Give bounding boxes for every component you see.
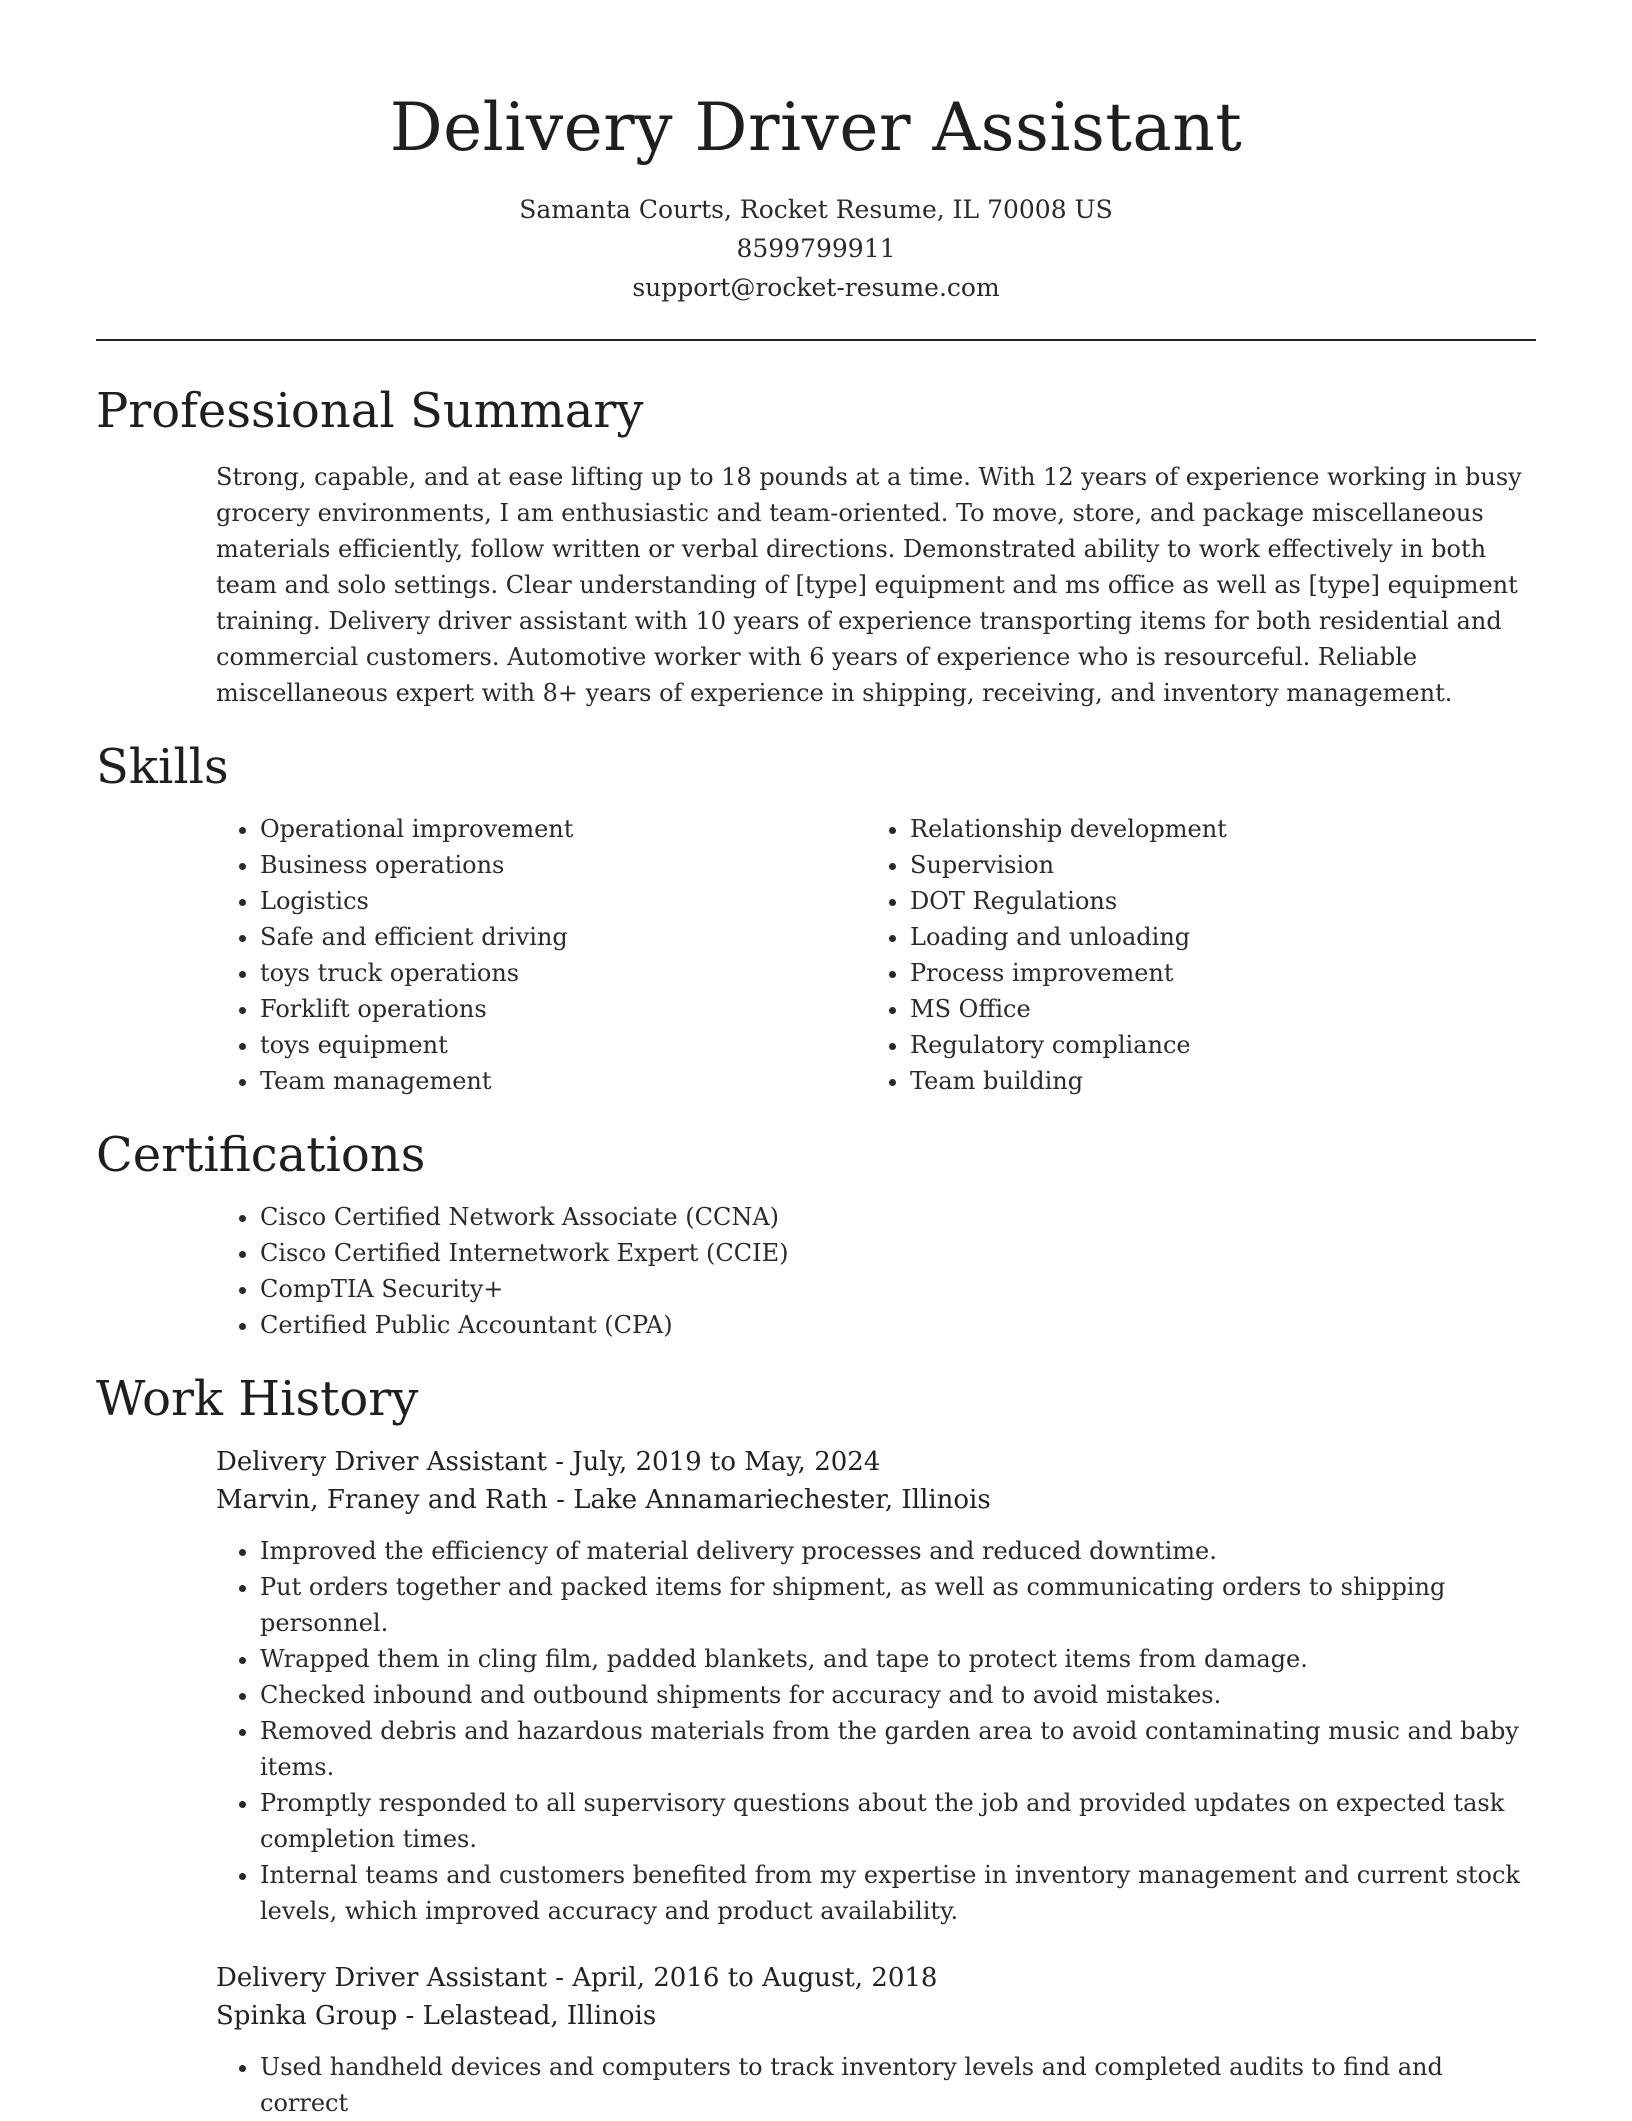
summary-text: Strong, capable, and at ease lifting up to 18 pounds at a time. With 12 years of experience working in busy grocery environments, I am enthusiastic and team-oriented. To move, store, and package miscellaneous materials efficiently, follow written or verbal directions. Demonstrated ability to work effectively in both team and solo settings. Clear understanding of [type] equipment and ms office as well as [type] equipment training. Delivery driver assistant with 10 years of experience transporting items for both residential and commercial customers. Automotive worker with 6 years of experience who is resourceful. Reliable miscellaneous expert with 8+ years of experience in shipping, receiving, and inventory management. — [216, 463, 1522, 707]
job-company: Marvin, Franey and Rath - Lake Annamariechester, Illinois — [216, 1485, 991, 1515]
certifications-section — [96, 1125, 1536, 1343]
certifications-list — [216, 1199, 1536, 1343]
skill-item: • Loading and unloading — [910, 919, 1516, 955]
job-title: Delivery Driver Assistant - April, 2016 to August, 2018 — [216, 1963, 938, 1993]
job-bullet: • Used handheld devices and computers to track inventory levels and completed audits to find and correct — [260, 2049, 1536, 2121]
certifications-heading: Certifications — [96, 1127, 426, 1183]
skills-column-right — [866, 811, 1516, 1099]
contact-phone: 8599799911 — [736, 234, 896, 263]
skill-item: • Safe and efficient driving — [260, 919, 866, 955]
skill-item: • Team management — [260, 1063, 866, 1099]
summary-heading: Professional Summary — [96, 383, 644, 439]
job-title: Delivery Driver Assistant - July, 2019 to May, 2024 — [216, 1447, 881, 1477]
skills-heading: Skills — [96, 739, 229, 795]
skill-item: • Logistics — [260, 883, 866, 919]
skill-item: • Process improvement — [910, 955, 1516, 991]
job-bullet: • Removed debris and hazardous materials from the garden area to avoid contaminating music and baby items. — [260, 1713, 1536, 1785]
skills-list-right — [866, 811, 1516, 1099]
job-bullet: • Promptly responded to all supervisory questions about the job and provided updates on expected task completion times. — [260, 1785, 1536, 1857]
header-divider — [96, 339, 1536, 341]
skills-column-left — [216, 811, 866, 1099]
skill-item: • Relationship development — [910, 811, 1516, 847]
contact-address: Samanta Courts, Rocket Resume, IL 70008 US — [519, 195, 1113, 224]
job-bullet: • Improved the efficiency of material delivery processes and reduced downtime. — [260, 1533, 1536, 1569]
job-entry — [216, 1443, 1536, 1929]
job-bullet: • Put orders together and packed items for shipment, as well as communicating orders to shipping personnel. — [260, 1569, 1536, 1641]
skill-item: • Supervision — [910, 847, 1516, 883]
job-bullets — [216, 2049, 1536, 2121]
resume-header — [96, 0, 1536, 307]
skills-list-left — [216, 811, 866, 1099]
skill-item: • toys equipment — [260, 1027, 866, 1063]
skills-columns — [216, 811, 1536, 1099]
skill-item: • Team building — [910, 1063, 1516, 1099]
job-entry — [216, 1959, 1536, 2121]
contact-info — [96, 190, 1536, 307]
resume-page — [96, 0, 1536, 2121]
job-bullet: • Wrapped them in cling film, padded blankets, and tape to protect items from damage. — [260, 1641, 1536, 1677]
skill-item: • MS Office — [910, 991, 1516, 1027]
skill-item: • Business operations — [260, 847, 866, 883]
skill-item: • Operational improvement — [260, 811, 866, 847]
certification-item: • Cisco Certified Network Associate (CCNA) — [260, 1199, 1536, 1235]
job-bullet: • Checked inbound and outbound shipments for accuracy and to avoid mistakes. — [260, 1677, 1536, 1713]
skill-item: • Regulatory compliance — [910, 1027, 1516, 1063]
job-bullet: • Internal teams and customers benefited from my expertise in inventory management and current stock levels, which improved accuracy and product availability. — [260, 1857, 1536, 1929]
summary-section — [96, 381, 1536, 711]
skills-section — [96, 737, 1536, 1099]
skill-item: • toys truck operations — [260, 955, 866, 991]
certification-item: • Certified Public Accountant (CPA) — [260, 1307, 1536, 1343]
work-history-heading: Work History — [96, 1371, 419, 1427]
job-bullets — [216, 1533, 1536, 1929]
job-company: Spinka Group - Lelastead, Illinois — [216, 2001, 657, 2031]
candidate-name: Delivery Driver Assistant — [389, 89, 1243, 166]
certification-item: • CompTIA Security+ — [260, 1271, 1536, 1307]
certification-item: • Cisco Certified Internetwork Expert (CCIE) — [260, 1235, 1536, 1271]
contact-email: support@rocket-resume.com — [632, 273, 1000, 302]
skill-item: • DOT Regulations — [910, 883, 1516, 919]
work-history-section — [96, 1369, 1536, 2121]
skill-item: • Forklift operations — [260, 991, 866, 1027]
